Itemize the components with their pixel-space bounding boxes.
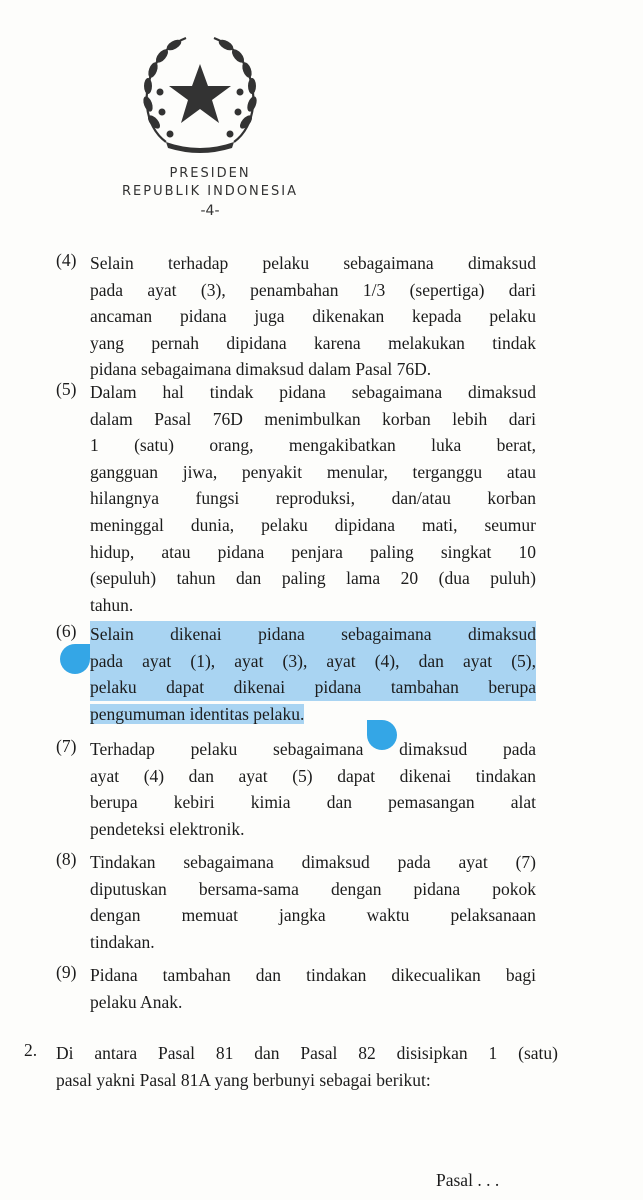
clause-number: (9)	[56, 962, 77, 982]
point-line: pasal yakni Pasal 81A yang berbunyi sebagai berikut:	[56, 1069, 431, 1090]
clause-line: hilangnya fungsi reproduksi, dan/atau korban	[90, 488, 536, 509]
clause-line: Dalam hal tindak pidana sebagaimana dimaksud	[90, 382, 536, 402]
clause-line: Pidana tambahan dan tindakan dikecualikan bagi	[90, 965, 536, 985]
selected-line[interactable]: pada ayat (1), ayat (3), ayat (4), dan ayat (5),	[90, 648, 536, 675]
clause-line: Tindakan sebagaimana dimaksud pada ayat (7)	[90, 852, 536, 872]
clause-line: 1 (satu) orang, mengakibatkan luka berat,	[90, 435, 536, 456]
header-title: PRESIDEN	[169, 166, 251, 181]
clause-line: Selain terhadap pelaku sebagaimana dimaksud	[90, 253, 536, 273]
clause-line: pidana sebagaimana dimaksud dalam Pasal 76D.	[90, 359, 432, 380]
clause-line: (sepuluh) tahun dan paling lama 20 (dua puluh)	[90, 568, 536, 589]
clause-line: dengan memuat jangka waktu pelaksanaan	[90, 905, 536, 926]
clause-line: pada ayat (3), penambahan 1/3 (sepertiga) dari	[90, 279, 536, 300]
clause-line: tindakan.	[90, 931, 155, 952]
clause-line: ancaman pidana juga dikenakan kepada pelaku	[90, 306, 536, 327]
point-number: 2.	[24, 1040, 38, 1060]
clause-line: berupa kebiri kimia dan pemasangan alat	[90, 792, 536, 813]
clause-number: (4)	[56, 250, 77, 270]
clause-number: (8)	[56, 849, 77, 869]
clause-line: hidup, atau pidana penjara paling singkat 10	[90, 541, 536, 562]
page-number: -4-	[200, 203, 220, 219]
clause-line: diputuskan bersama-sama dengan pidana pokok	[90, 878, 536, 899]
clause-line: meninggal dunia, pelaku dipidana mati, seumur	[90, 515, 536, 535]
clause-line: pelaku Anak.	[90, 991, 183, 1012]
selected-line[interactable]: pelaku dapat dikenai pidana tambahan berupa	[90, 674, 536, 701]
point-line: Di antara Pasal 81 dan Pasal 82 disisipkan 1 (satu)	[56, 1043, 558, 1063]
clause-line: ayat (4) dan ayat (5) dapat dikenai tindakan	[90, 765, 536, 786]
clause-line: tahun.	[90, 594, 134, 615]
clause-number: (6)	[56, 621, 77, 641]
clause-line: gangguan jiwa, penyakit menular, terganggu atau	[90, 461, 536, 482]
header-subtitle: REPUBLIK INDONESIA	[122, 184, 298, 199]
state-emblem	[136, 30, 264, 158]
clause-line: Terhadap pelaku sebagaimana dimaksud pada	[90, 739, 536, 759]
clause-line: dalam Pasal 76D menimbulkan korban lebih dari	[90, 408, 536, 429]
selected-line[interactable]: pengumuman identitas pelaku.	[90, 703, 305, 724]
clause-line: yang pernah dipidana karena melakukan tindak	[90, 332, 536, 353]
clause-number: (7)	[56, 736, 77, 756]
clause-number: (5)	[56, 379, 77, 399]
selected-line[interactable]: Selain dikenai pidana sebagaimana dimaksud	[90, 621, 536, 648]
page-catchword: Pasal . . .	[436, 1170, 500, 1190]
clause-line: pendeteksi elektronik.	[90, 818, 245, 839]
selection-start-handle[interactable]	[60, 644, 90, 674]
